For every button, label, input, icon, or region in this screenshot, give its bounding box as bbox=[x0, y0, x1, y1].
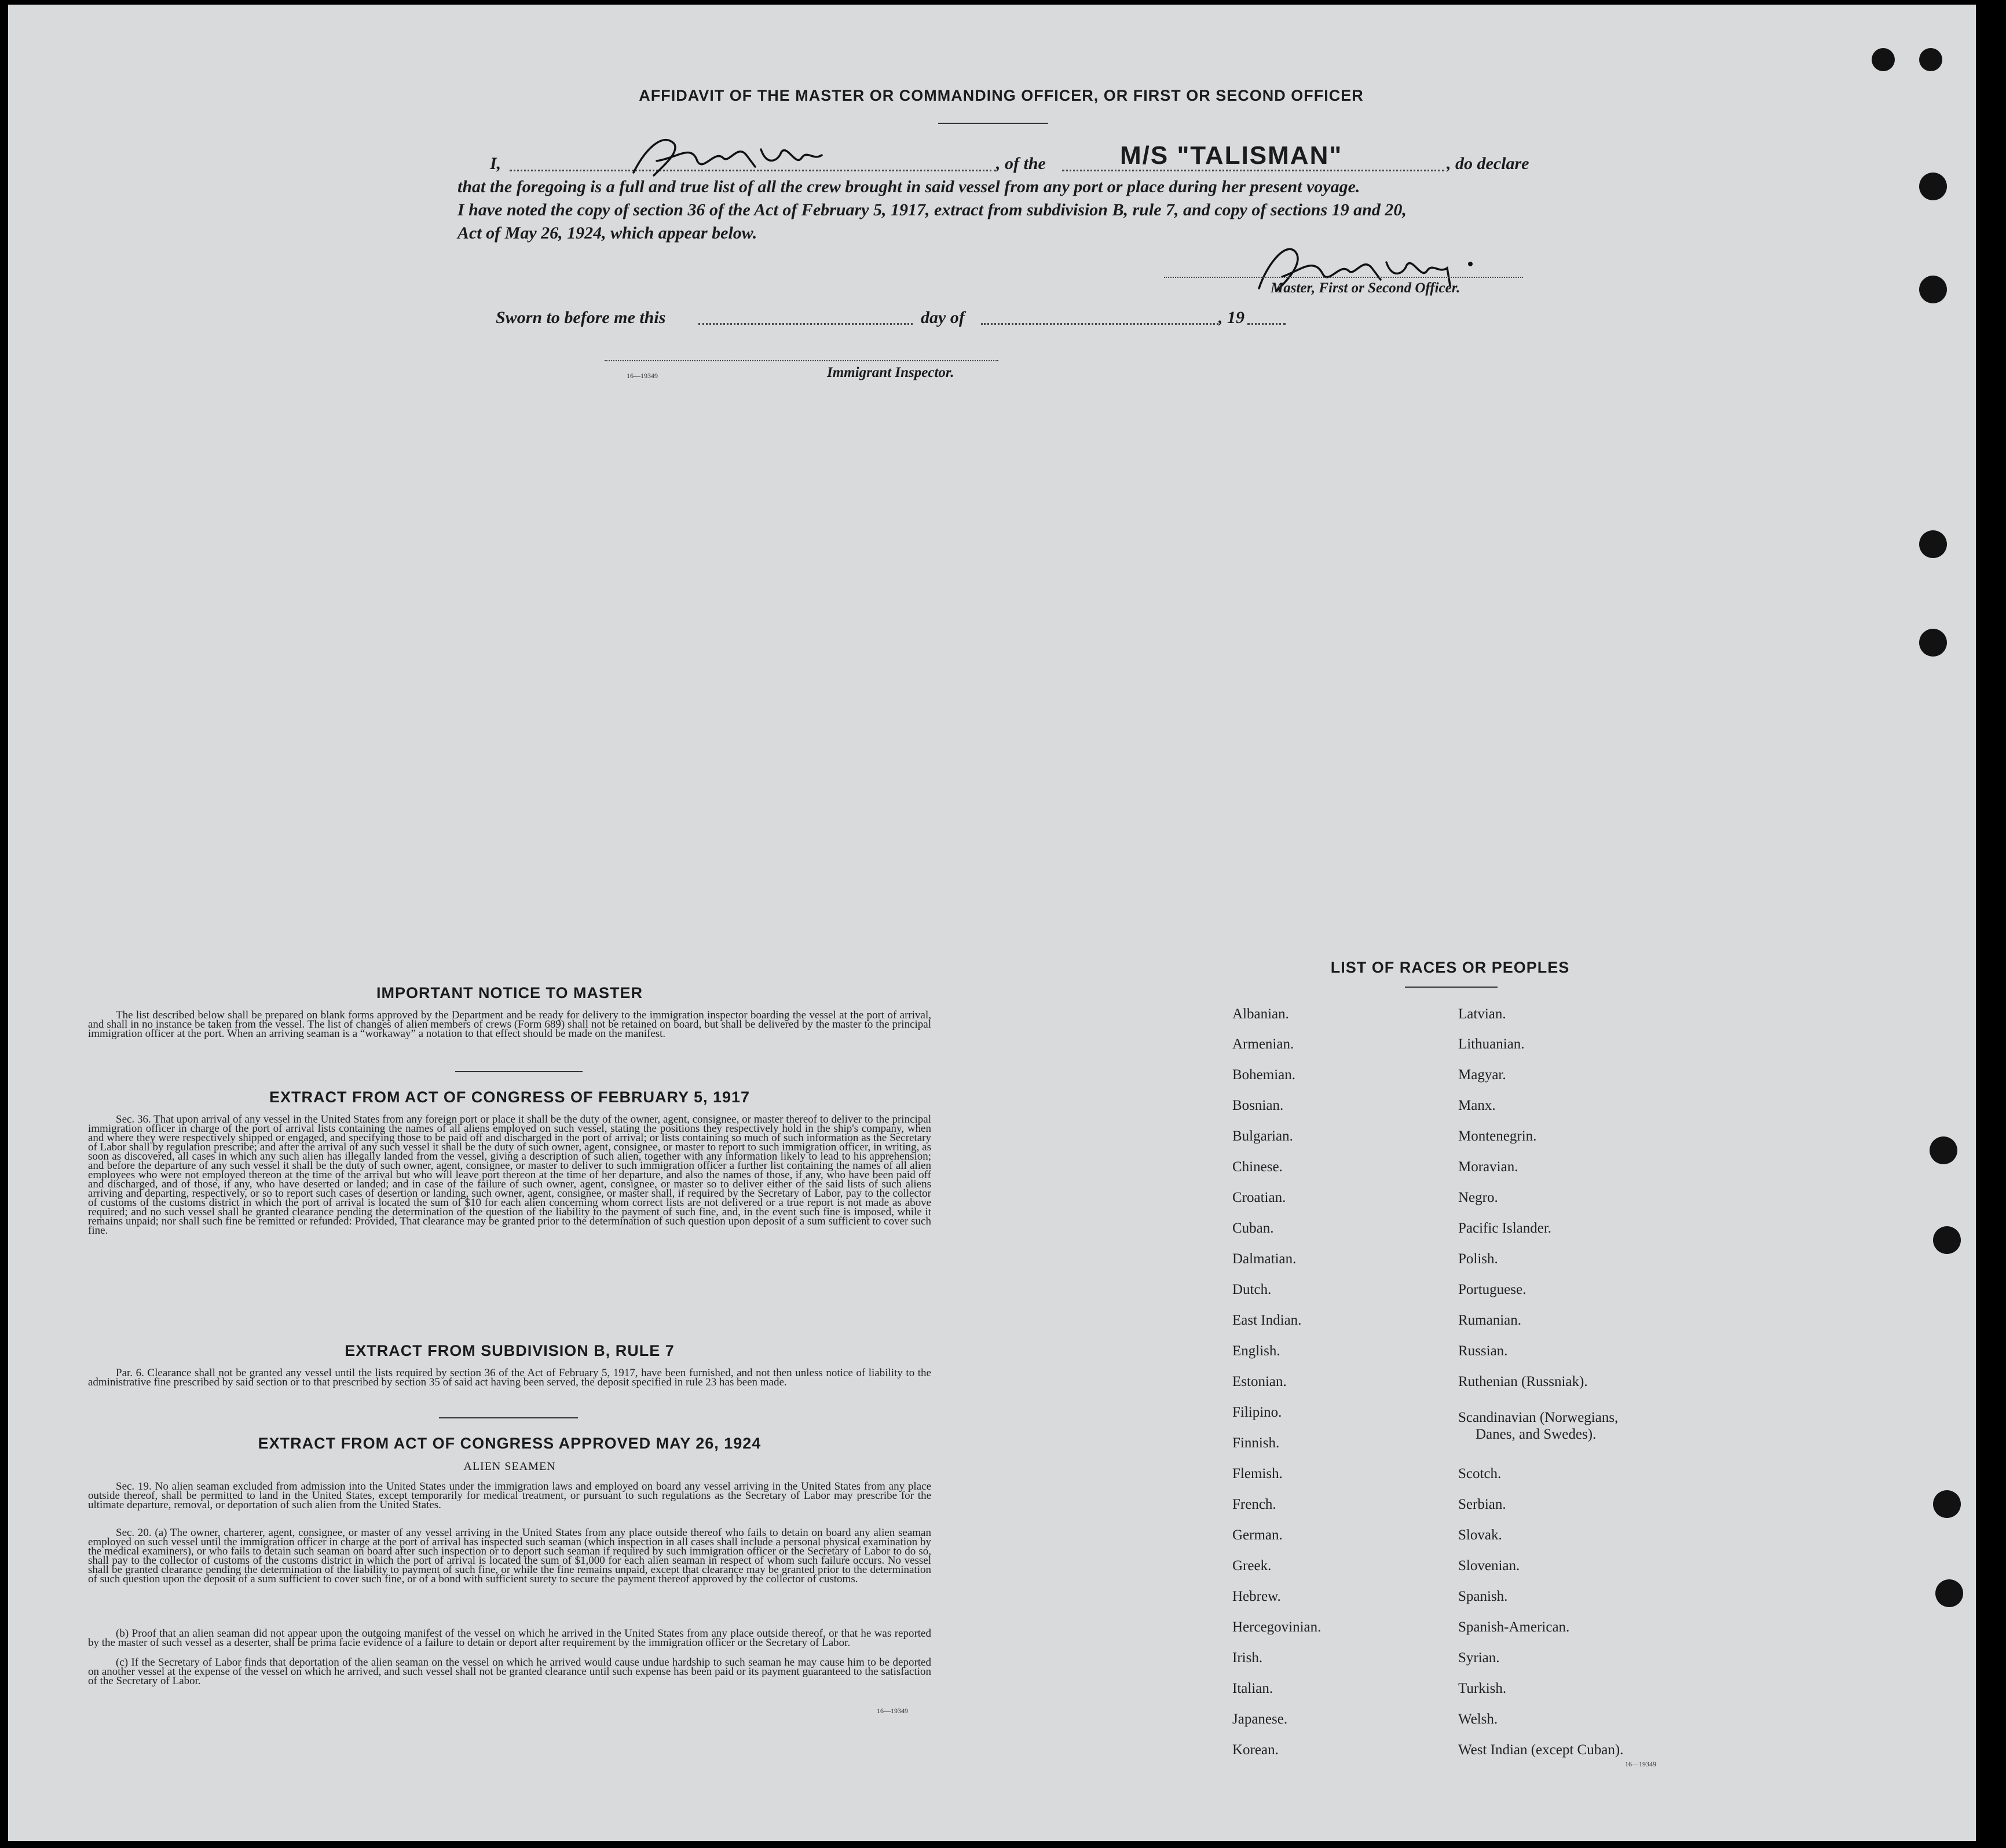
race-item: Slovenian. bbox=[1458, 1558, 1520, 1574]
race-item: Japanese. bbox=[1232, 1711, 1288, 1727]
race-item: Serbian. bbox=[1458, 1497, 1506, 1512]
master-signature bbox=[622, 126, 842, 184]
race-item: Cuban. bbox=[1232, 1220, 1274, 1236]
of-the-label: , of the bbox=[996, 154, 1046, 173]
race-item: Dutch. bbox=[1232, 1282, 1272, 1297]
vessel-name: M/S "TALISMAN" bbox=[1120, 141, 1343, 170]
race-item: Bohemian. bbox=[1232, 1067, 1296, 1083]
race-item: Ruthenian (Russniak). bbox=[1458, 1374, 1588, 1389]
affidavit-title: AFFIDAVIT OF THE MASTER OR COMMANDING OFFICER, OR FIRST OR SECOND OFFICER bbox=[639, 87, 1364, 104]
race-item: Polish. bbox=[1458, 1251, 1498, 1267]
race-item: Italian. bbox=[1232, 1681, 1273, 1696]
race-item: Armenian. bbox=[1232, 1036, 1294, 1052]
form-number-right: 16—19349 bbox=[1625, 1760, 1656, 1768]
affidavit-line-4: Act of May 26, 1924, which appear below. bbox=[457, 223, 757, 243]
sworn-year-line bbox=[1247, 323, 1286, 325]
extract-1924-subtitle: ALIEN SEAMEN bbox=[463, 1460, 556, 1473]
race-item: Welsh. bbox=[1458, 1711, 1498, 1727]
notice-text: The list described below shall be prepared on blank forms approved by the Department and be ready for delivery to the immigration inspector boarding the vessel at the port of arrival, and shall in no instance be taken from the vessel. The list of changes of alien members of crews (Form 689) shall not be retained on board, but shall be delivered by the master to the principal immigration officer at the port. When an arriving seaman is a “workaway” a notation to that effect should be made on the manifest. bbox=[88, 1009, 931, 1040]
form-number-left: 16—19349 bbox=[877, 1707, 908, 1715]
punch-hole bbox=[1919, 530, 1947, 558]
race-item: Finnish. bbox=[1232, 1435, 1280, 1451]
punch-hole bbox=[1919, 173, 1947, 200]
race-item: Rumanian. bbox=[1458, 1312, 1522, 1328]
race-item: Greek. bbox=[1232, 1558, 1272, 1574]
do-declare-label: , do declare bbox=[1447, 154, 1529, 173]
race-item: French. bbox=[1232, 1497, 1276, 1512]
sec20c-text: (c) If the Secretary of Labor finds that deportation of the alien seaman on the vessel on which he arrived would cause undue hardship to such seaman he may cause him to be deported on another vessel at the expense of the vessel on which he arrived, and such vessel shall not be granted clearance until such expense has been paid or its payment guaranteed to the satisfaction of the Secretary of Labor. bbox=[88, 1656, 931, 1687]
race-item: Filipino. bbox=[1232, 1405, 1282, 1420]
race-item: Pacific Islander. bbox=[1458, 1220, 1552, 1236]
race-item: English. bbox=[1232, 1343, 1280, 1359]
race-item: Russian. bbox=[1458, 1343, 1508, 1359]
race-item: Negro. bbox=[1458, 1190, 1498, 1205]
race-item: Irish. bbox=[1232, 1650, 1263, 1666]
race-item: Scandinavian (Norwegians, bbox=[1458, 1410, 1619, 1425]
race-item: Bosnian. bbox=[1232, 1098, 1284, 1113]
race-item: Spanish. bbox=[1458, 1589, 1508, 1604]
title-divider bbox=[938, 123, 1048, 124]
race-item: Flemish. bbox=[1232, 1466, 1283, 1482]
notice-title: IMPORTANT NOTICE TO MASTER bbox=[376, 984, 643, 1002]
race-item: Montenegrin. bbox=[1458, 1128, 1537, 1144]
punch-hole bbox=[1919, 276, 1947, 303]
affidavit-line-3: I have noted the copy of section 36 of the Act of February 5, 1917, extract from subdivision B, rule 7, and copy of sections 19 and 20, bbox=[457, 200, 1407, 219]
sworn-day-line bbox=[698, 323, 913, 325]
extract-1917-title: EXTRACT FROM ACT OF CONGRESS OF FEBRUARY 5, 1917 bbox=[269, 1088, 751, 1106]
race-item: Spanish-American. bbox=[1458, 1619, 1570, 1635]
punch-hole bbox=[1935, 1579, 1963, 1607]
race-item: Croatian. bbox=[1232, 1190, 1286, 1205]
punch-hole bbox=[1930, 1136, 1957, 1164]
extract-1917-text: Sec. 36. That upon arrival of any vessel in the United States from any foreign port or place it shall be the duty of the owner, agent, consignee, or master thereof to deliver to the principal immigration officer in charge of the port of arrival lists containing the names of all aliens employed on such vessel, stating the positions they respectively hold in the ship's company, when and where they were respectively shipped or engaged, and specifying those to be paid off and discharged in the port of arrival; or lists containing so much of such information as the Secretary of Labor shall by regulation prescribe; and after the arrival of any such vessel it shall be the duty of such owner, agent, consignee, or master to report to such immigration officer, in writing, as soon as discovered, all cases in which any such alien has illegally landed from the vessel, giving a description of such alien, together with any information likely to lead to his apprehension; and before the departure of any such vessel it shall be the duty of such owner, agent, consignee, or master to deliver to such immigration officer a further list containing the names of all alien employees who were not employed thereon at the time of the arrival but who will leave port thereon at the time of her departure, and also the names of those, if any, who have been paid off and discharged, and of those, if any, who have deserted or landed; and in case of the failure of such owner, agent, consignee, or master so to deliver either of the said lists of such aliens arriving and departing, respectively, or so to report such cases of desertion or landing, such owner, agent, consignee, or master shall, if required by the Secretary of Labor, pay to the collector of customs of the customs district in which the port of arrival is located the sum of $10 for each alien concerning whom correct lists are not delivered or a true report is not made as above required; and no such vessel shall be granted clearance pending the determination of the question of the liability to the payment of such fine, and, in the event such fine is imposed, while it remains unpaid; nor shall such fine be remitted or refunded: Provided, That clearance may be granted prior to the determination of such question upon deposit of a sum sufficient to cover such fine. bbox=[88, 1113, 931, 1237]
race-item: Estonian. bbox=[1232, 1374, 1287, 1389]
race-item: Chinese. bbox=[1232, 1159, 1283, 1175]
race-item: Korean. bbox=[1232, 1742, 1279, 1758]
day-of-label: day of bbox=[921, 308, 965, 327]
sworn-label: Sworn to before me this bbox=[496, 308, 666, 327]
race-item: Hebrew. bbox=[1232, 1589, 1281, 1604]
affidavit-line-2: that the foregoing is a full and true list of all the crew brought in said vessel from any port or place during her present voyage. bbox=[457, 177, 1360, 196]
document-page bbox=[8, 5, 1976, 1841]
races-title: LIST OF RACES OR PEOPLES bbox=[1330, 959, 1570, 976]
race-item: Albanian. bbox=[1232, 1006, 1289, 1022]
extract-1924-title: EXTRACT FROM ACT OF CONGRESS APPROVED MAY 26, 1924 bbox=[258, 1435, 762, 1452]
race-item: Slovak. bbox=[1458, 1527, 1502, 1543]
sec20b-text: (b) Proof that an alien seaman did not appear upon the outgoing manifest of the vessel on which he arrived in the United States from any place outside thereof, or that he was reported by the master of such vessel as a deserter, shall be prima facie evidence of a failure to detain or deport after requirement by the immigration officer or the Secretary of Labor. bbox=[88, 1627, 931, 1649]
race-item: Portuguese. bbox=[1458, 1282, 1527, 1297]
race-item: Moravian. bbox=[1458, 1159, 1518, 1175]
race-item: West Indian (except Cuban). bbox=[1458, 1742, 1624, 1758]
race-item: Syrian. bbox=[1458, 1650, 1500, 1666]
inspector-caption: Immigrant Inspector. bbox=[827, 365, 954, 380]
punch-hole bbox=[1919, 629, 1947, 657]
extract-rule7-title: EXTRACT FROM SUBDIVISION B, RULE 7 bbox=[345, 1342, 675, 1359]
form-number-top: 16—19349 bbox=[627, 372, 658, 380]
race-item: Danes, and Swedes). bbox=[1476, 1427, 1597, 1442]
race-item: Lithuanian. bbox=[1458, 1036, 1525, 1052]
race-item: East Indian. bbox=[1232, 1312, 1302, 1328]
i-label: I, bbox=[490, 154, 502, 173]
master-signature-line bbox=[1164, 277, 1523, 278]
race-item: Dalmatian. bbox=[1232, 1251, 1297, 1267]
master-caption: Master, First or Second Officer. bbox=[1271, 280, 1460, 296]
divider bbox=[439, 1417, 578, 1418]
race-item: German. bbox=[1232, 1527, 1283, 1543]
divider bbox=[1405, 987, 1498, 988]
race-item: Turkish. bbox=[1458, 1681, 1507, 1696]
punch-hole bbox=[1919, 48, 1942, 71]
sworn-month-line bbox=[981, 323, 1218, 325]
punch-hole bbox=[1933, 1226, 1961, 1254]
sec19-text: Sec. 19. No alien seaman excluded from admission into the United States under the immigration laws and employed on board any vessel arriving in the United States from any place outside thereof, shall be permitted to land in the United States, except temporarily for medical treatment, or pursuant to such regulations as the Secretary of Labor may prescribe for the ultimate departure, removal, or deportation of such alien from the United States. bbox=[88, 1480, 931, 1511]
punch-hole bbox=[1872, 48, 1895, 71]
race-item: Latvian. bbox=[1458, 1006, 1506, 1022]
extract-rule7-text: Par. 6. Clearance shall not be granted any vessel until the lists required by section 36 of the Act of February 5, 1917, have been furnished, and not then unless notice of liability to the administrative fine prescribed by said section or to that prescribed by section 35 of said act having been served, the deposit specified in rule 23 has been made. bbox=[88, 1367, 931, 1388]
year-prefix: , 19 bbox=[1218, 308, 1244, 327]
race-item: Scotch. bbox=[1458, 1466, 1502, 1482]
race-item: Bulgarian. bbox=[1232, 1128, 1293, 1144]
sec20a-text: Sec. 20. (a) The owner, charterer, agent, consignee, or master of any vessel arriving in the United States from any place outside thereof who fails to detain on board any alien seaman employed on such vessel until the immigration officer in charge at the port of arrival has inspected such seaman (which inspection in all cases shall include a personal physical examination by the medical examiners), or who fails to detain such seaman on board after such inspection or to deport such seaman if required by such immigration officer or the Secretary of Labor to do so, shall pay to the collector of customs of the customs district in which the port of arrival is located the sum of $1,000 for each alien seaman in respect of whom such failure occurs. No vessel shall be granted clearance pending the determination of the liability to payment of such fine, or while the fine remains unpaid, except that clearance may be granted prior to the determination of such question upon the deposit of a sum sufficient to cover such fine, or of a bond with sufficient surety to secure the payment thereof approved by the collector of customs. bbox=[88, 1527, 931, 1585]
punch-hole bbox=[1933, 1490, 1961, 1518]
divider bbox=[455, 1071, 583, 1072]
race-item: Manx. bbox=[1458, 1098, 1496, 1113]
race-item: Hercegovinian. bbox=[1232, 1619, 1322, 1635]
race-item: Magyar. bbox=[1458, 1067, 1506, 1083]
inspector-signature-line bbox=[605, 360, 998, 361]
